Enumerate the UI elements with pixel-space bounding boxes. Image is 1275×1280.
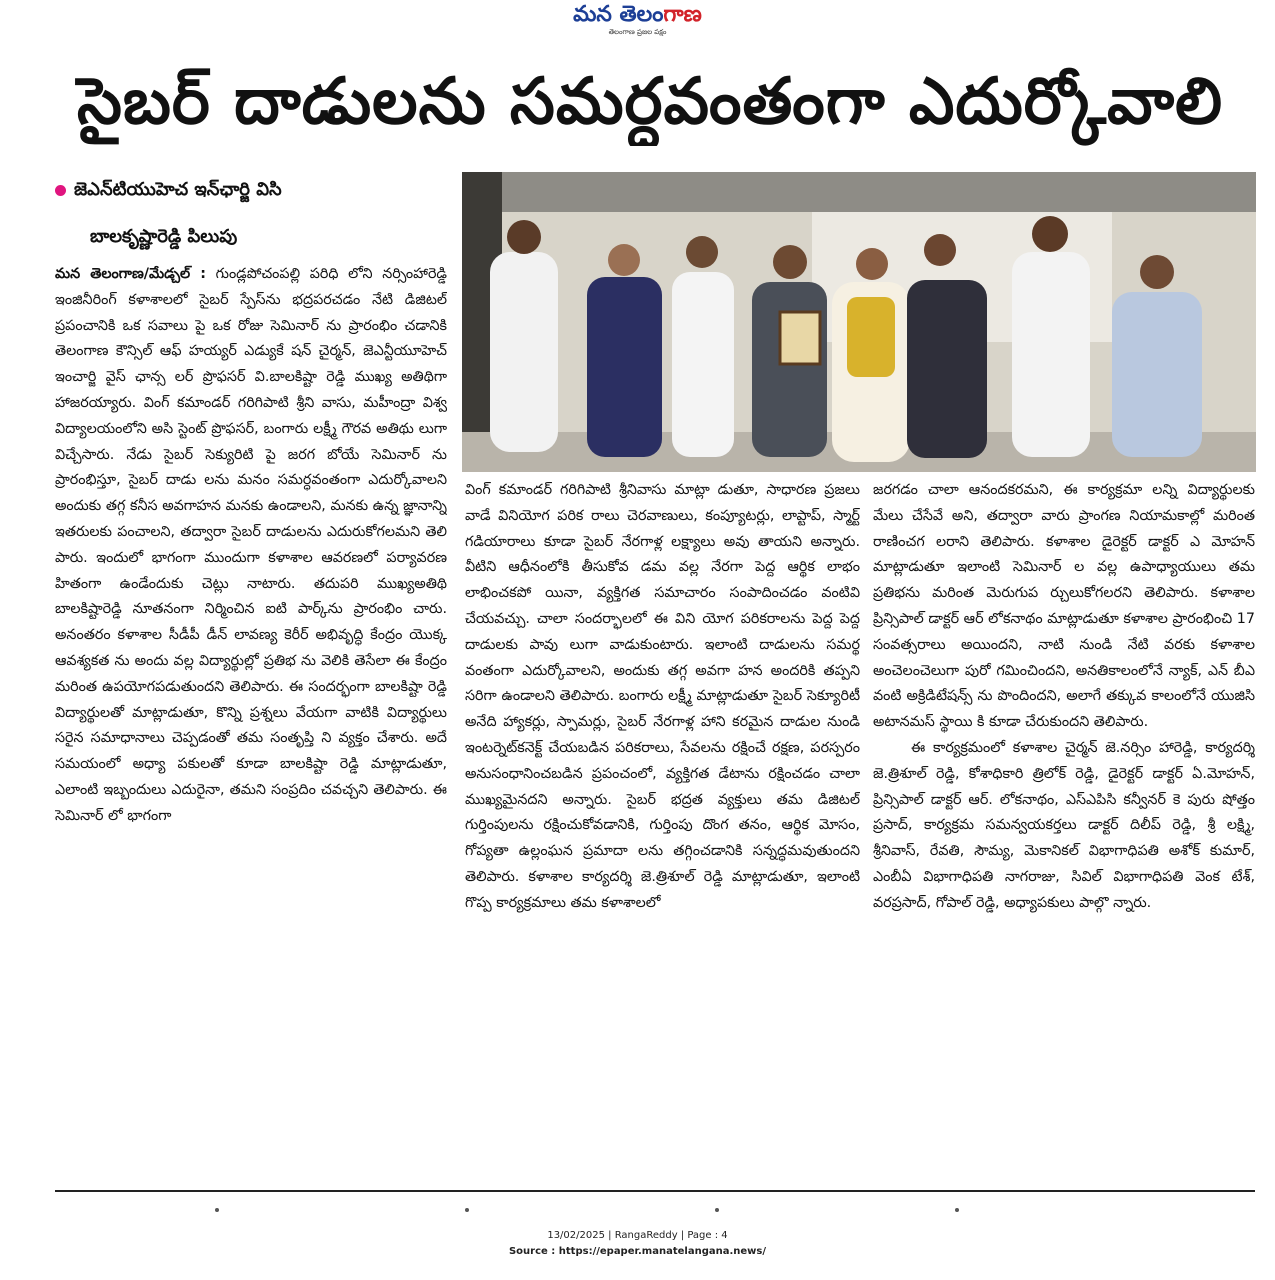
newspaper-logo (0, 2, 1275, 28)
article-headline: సైబర్ దాడులను సమర్ధవంతంగా ఎదుర్కోవాలి (76, 65, 1224, 139)
column-1-text: గుండ్లపోచంపల్లి పరిధి లోని నర్సింహారెడ్డి ఇంజినీరింగ్ కళాశాలలో సైబర్ స్పేస్‌ను భద్రపరచడం నేటి డిజిటల్ ప్రపంచానికి ఒక సవాలు పై ఒక రోజు సెమినార్ ను ప్రారంభిం చడానికి తెలంగాణ కౌన్సిల్ ఆఫ్ హయ్యర్ ఎడ్యుకే షన్ చైర్మన్, జెఎన్టీయూహెచ్ ఇంచార్జి వైస్ ఛాన్స లర్ ప్రొఫసర్ వి.బాలకిష్టా రెడ్డి ముఖ్య అతిథిగా హాజరయ్యారు. వింగ్ కమాండర్ గరిగిపాటి శ్రీని వాసు, మహీంద్రా విశ్వ విద్యాలయంలోని అసి స్టెంట్ ప్రొఫసర్, బంగారు లక్ష్మీ గౌరవ అతిథు లుగా విచ్చేసారు. నేడు సైబర్ సెక్యురిటి పై జరగ బోయే సెమినార్ ను ప్రారంభిస్తూ, సైబర్ దాడు లను మనం సమర్ధవంతంగా ఎదుర్కోవాలని అందుకు తగ్గ కనీస అవగాహన మనకు ఉండాలని, మనకు ఉన్న జ్ఞానాన్ని ఇతరులకు పంచాలని, తద్వారా సైబర్ దాడులను ఎదురుకోగలమని తెలి పారు. ఇందులో భాగంగా ముందుగా కళాశాల ఆవరణలో పర్యావరణ హితంగా ఉండేందుకు చెట్లు నాటారు. తదుపరి ముఖ్యఅతిథి బాలకిష్టారెడ్డి నూతనంగా నిర్మించిన ఐటి పార్క్‌ను ప్రారంభిం చారు. అనంతరం కళాశాల సీడీపీ డీన్ లావణ్య కెరీర్ అభివృద్ధి కేంద్రం యొక్క ఆవశ్యకత ను అందు వల్ల విద్యార్థుల్లో ప్రతిభ ను వెలికి తెసేలా ఈ కేంద్రం మరింత ఉపయోగపడుతుందని తెలిపారు. ఈ సందర్భంగా బాలకిష్టా రెడ్డి విద్యార్థులతో మాట్లాడుతూ, కొన్ని ప్రశ్నలు వేయగా వాటికి విద్యార్థులు సరైన సమాధానాలు చెప్పడంతో తమ సంతృప్తి ని వ్యక్తం చేశారు. అదే సమయంలో అధ్యా పకులతో కూడా బాలకిష్టా రెడ్డి మాట్లాడుతూ, ఎలాంటి ఇబ్బందులు ఎదురైనా, తమని సంప్రదిం చవచ్చని తెలిపారు. ఈ సెమినార్ లో భాగంగా (55, 266, 447, 824)
subheading-text-1: జెఎన్‌టియుహెచ ఇన్‌ఛార్జి విసి (74, 179, 282, 200)
article-photo (462, 172, 1256, 472)
bottom-rule (55, 1190, 1255, 1192)
column-3-text-a: జరగడం చాలా ఆనందకరమని, ఈ కార్యక్రమా లన్ని విద్యార్థులకు మేలు చేసేవే అని, తద్వారా వారు ప్రాంగణ నియామకాల్లో మరింత రాణించగ లరాని తెలిపారు. కళాశాల డైరెక్టర్ డాక్టర్ ఎ మోహన్ మాట్లాడుతూ ఇలాంటి సెమినార్ ల వల్ల ఉపాధ్యాయులు తమ ప్రతిభను మరింత మెరుగుప ర్చులుకోగలరని తెలిపారు. కళాశాల ప్రిన్సిపాల్ డాక్టర్ ఆర్ లోకనాథం మాట్లాడుతూ కళాశాల ప్రారంభించి 17 సంవత్సరాలు అయిందని, నాటి నుండి నేటి వరకు కళాశాల అంచెలంచెలుగా పురో గమించిందని, అనతికాలంలోనే న్యాక్, ఎన్ బీఎ వంటి అక్రిడిటేషన్స్ ను పొందిందని, అలాగే తక్కువ కాలంలోనే యుజిసి అటానమస్ స్థాయి కి కూడా చేరుకుందని తెలిపారు. (873, 482, 1255, 731)
group-photo-illustration (462, 172, 1256, 472)
article-column-2 (465, 478, 860, 1178)
article-column-1 (55, 262, 447, 1174)
subheading-line-1 (55, 178, 282, 202)
column-2-text: వింగ్ కమాండర్ గరిగిపాటి శ్రీనివాసు మాట్లా డుతూ, సాధారణ ప్రజలు వాడే వినియోగ పరిక రాలు చెరవాణులు, కంప్యూటర్లు, లాప్టాప్, స్మార్ట్ గడియారాలు కూడా సైబర్ నేరగాళ్ల లక్ష్యాలు అవు తాయని అన్నారు. వీటిని ఆధీనంలోకి తీసుకోవ డమ వల్ల నేరగా పెద్ద ఆర్థిక లాభం లాభించకపో యినా, వ్యక్తిగత సమాచారం సంపాదించడం వంటివి చేయవచ్చు. చాలా సందర్భాలలో ఈ విని యోగ పరికరాలను పెద్ద పెద్ద దాడులకు పావు లుగా వాడుకుంటారు. ఇలాంటి దాడులను సమర్థ వంతంగా ఎదుర్కోవాలని, అందుకు తగ్గ అవగా హన అందరికి తప్పని సరిగా ఉండాలని తెలిపారు. బంగారు లక్ష్మీ మాట్లాడుతూ సైబర్ సెక్యూరిటీ అనేది హ్యాకర్లు, స్పామర్లు, సైబర్ నేరగాళ్ల హాని కరమైన దాడుల నుండి ఇంటర్నెట్‌కనెక్ట్ చేయబడిన పరికరాలు, సేవలను రక్షించే రక్షణ, పరస్పరం అనుసంధానించబడిన ప్రపంచంలో, వ్యక్తిగత డేటాను రక్షించడం చాలా ముఖ్యమైనదని అన్నారు. సైబర్ భద్రత వ్యక్తులు తమ డిజిటల్ గుర్తింపులను రక్షించుకోవడానికి, గుర్తింపు దొంగ తనం, ఆర్థిక మోసం, గోప్యతా ఉల్లంఘన ప్రమాదా లను తగ్గించడానికి సన్నద్ధమవుతుందని తెలిపారు. కళాశాల కార్యదర్శి జె.త్రిశూల్ రెడ్డి మాట్లాడుతూ, ఇలాంటి గొప్ప కార్యక్రమాలు తమ కళాశాలలో (465, 482, 860, 911)
logo-tagline: తెలంగాణ ప్రజల పక్షం (608, 28, 667, 36)
bullet-icon (55, 185, 66, 196)
subheading-line-2: బాలకృష్ణారెడ్డి పిలుపు (90, 226, 238, 247)
column-3-text-b: ఈ కార్యక్రమంలో కళాశాల చైర్మన్ జె.నర్సిం హారెడ్డి, కార్యదర్శి జె.త్రిశూల్ రెడ్డి, కోశాధికారి త్రిలోక్ రెడ్డి, డైరెక్టర్ డాక్టర్ ఏ.మోహన్, ప్రిన్సిపాల్ డాక్టర్ ఆర్. లోకనాథం, ఎస్ఎపిసి కన్వీనర్ కె పురు షోత్తం ప్రసాద్, కార్యక్రమ సమన్వయకర్తలు డాక్టర్ దిలీప్ రెడ్డి, శ్రీ లక్ష్మి, శ్రీనివాస్, రేవతి, సౌమ్య, మెకానికల్ విభాగాధిపతి అశోక్ కుమార్, ఎంబీఏ విభాగాధిపతి నాగరాజు, సివిల్ విభాగాధిపతి వెంక టేశ్, వరప్రసాద్, గోపాల్ రెడ్డి, అధ్యాపకులు పాల్గొ న్నారు. (873, 739, 1255, 911)
article-column-3 (873, 478, 1255, 1178)
masthead (0, 2, 1275, 36)
bottom-dot-strip (55, 1208, 1255, 1216)
logo-text-part2: గాణ (663, 2, 702, 27)
logo-text-part1: మన తెలం (573, 2, 664, 27)
page-footer (0, 1228, 1275, 1260)
footer-source: Source : https://epaper.manatelangana.news/ (508, 1246, 767, 1257)
article-dateline: మన తెలంగాణ/మేడ్చల్ : (55, 266, 206, 282)
footer-edition-info: 13/02/2025 | RangaReddy | Page : 4 (547, 1230, 728, 1241)
